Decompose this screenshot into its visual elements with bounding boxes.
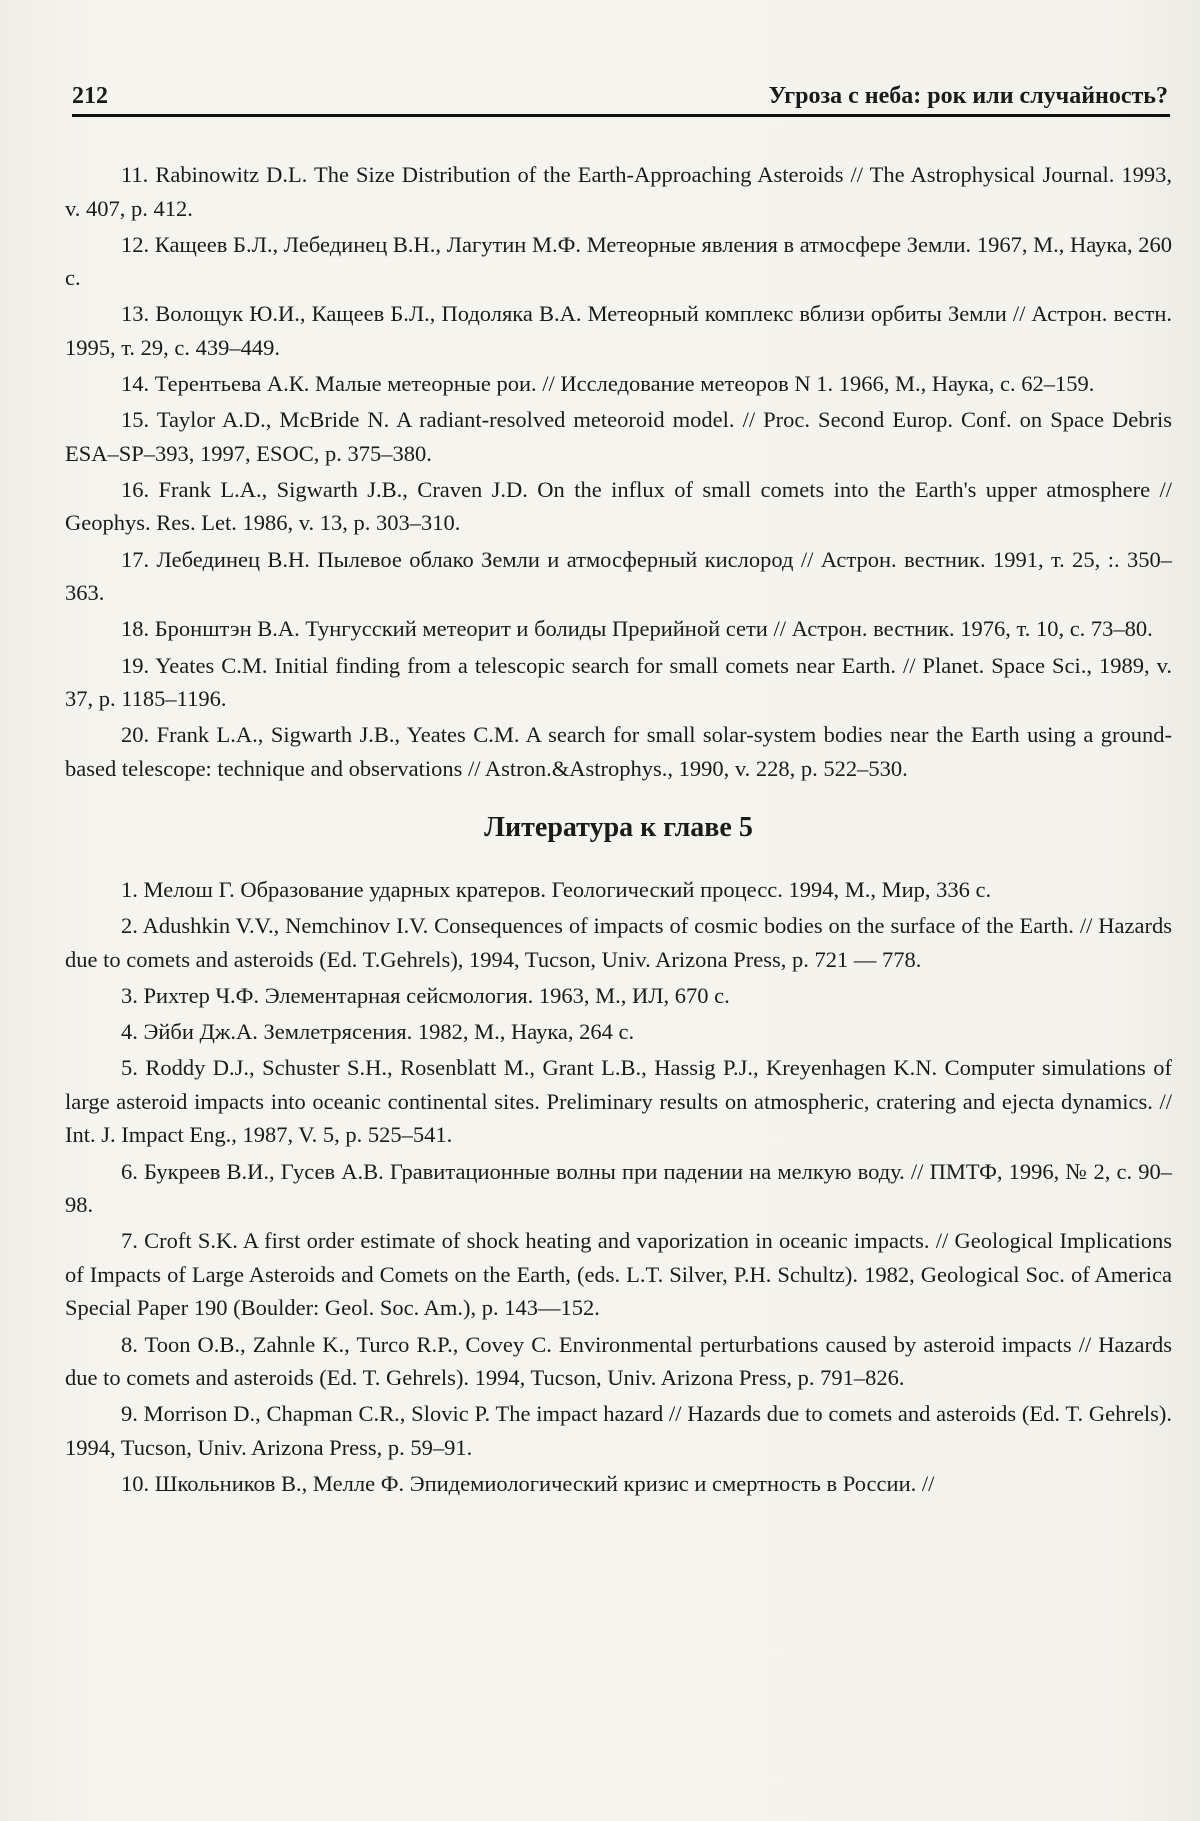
reference-entry: 4. Эйби Дж.А. Землетрясения. 1982, М., Наука, 264 с.	[121, 1019, 635, 1045]
reference-entry: 10. Школьников В., Мелле Ф. Эпидемиологический кризис и смертность в России. //	[121, 1470, 935, 1496]
reference-entry: 2. Adushkin V.V., Nemchinov I.V. Consequences of impacts of cosmic bodies on the surface of the Earth. // Hazards due to comets and asteroids (Ed. T.Gehrels), 1994, Tucson, Univ. Arizona Press, p. 721 — 778.	[65, 913, 1172, 972]
reference-entry: 13. Волощук Ю.И., Кащеев Б.Л., Подоляка В.А. Метеорный комплекс вблизи орбиты Земли // Астрон. вестн. 1995, т. 29, с. 439–449.	[65, 301, 1172, 360]
reference-entry: 8. Toon O.B., Zahnle K., Turco R.P., Covey C. Environmental perturbations caused by asteroid impacts // Hazards due to comets and asteroids (Ed. T. Gehrels). 1994, Tucson, Univ. Arizona Press, p. 791–826.	[65, 1331, 1172, 1390]
page-content	[65, 158, 1172, 1503]
reference-entry: 20. Frank L.A., Sigwarth J.B., Yeates C.M. A search for small solar-system bodies near the Earth using a ground-based telescope: technique and observations // Astron.&Astrophys., 1990, v. 228, p. 522–530.	[65, 722, 1172, 781]
reference-list-chapter-5	[65, 873, 1172, 1500]
reference-entry: 16. Frank L.A., Sigwarth J.B., Craven J.D. On the influx of small comets into the Earth's upper atmosphere // Geophys. Res. Let. 1986, v. 13, p. 303–310.	[65, 476, 1172, 536]
reference-entry: 18. Бронштэн В.А. Тунгусский метеорит и болиды Прерийной сети // Астрон. вестник. 1976, т. 10, с. 73–80.	[121, 616, 1153, 642]
reference-list-top	[65, 158, 1172, 785]
reference-entry: 9. Morrison D., Chapman C.R., Slovic P. The impact hazard // Hazards due to comets and asteroids (Ed. T. Gehrels). 1994, Tucson, Univ. Arizona Press, p. 59–91.	[65, 1401, 1172, 1460]
reference-entry: 3. Рихтер Ч.Ф. Элементарная сейсмология. 1963, М., ИЛ, 670 с.	[121, 983, 730, 1009]
section-heading: Литература к главе 5	[484, 812, 753, 844]
reference-entry: 17. Лебединец В.Н. Пылевое облако Земли и атмосферный кислород // Астрон. вестник. 1991, т. 25, :. 350–363.	[65, 546, 1172, 606]
reference-entry: 15. Taylor A.D., McBride N. A radiant-resolved meteoroid model. // Proc. Second Europ. Conf. on Space Debris ESA–SP–393, 1997, ESOC, p. 375–380.	[65, 407, 1172, 466]
reference-entry: 12. Кащеев Б.Л., Лебединец В.Н., Лагутин М.Ф. Метеорные явления в атмосфере Земли. 1967, М., Наука, 260 с.	[65, 231, 1172, 291]
reference-entry: 14. Терентьева А.К. Малые метеорные рои. // Исследование метеоров N 1. 1966, М., Наука, с. 62–159.	[121, 371, 1095, 397]
reference-entry: 1. Мелош Г. Образование ударных кратеров. Геологический процесс. 1994, М., Мир, 336 с.	[121, 877, 992, 903]
reference-entry: 7. Croft S.K. A first order estimate of shock heating and vaporization in oceanic impacts. // Geological Implications of Impacts of Large Asteroids and Comets on the Earth, (eds. L.T. Silver, P.H. Schultz). 1982, Geological Soc. of America Special Paper 190 (Boulder: Geol. Soc. Am.), p. 143—152.	[65, 1228, 1172, 1321]
reference-entry: 19. Yeates C.M. Initial finding from a telescopic search for small comets near Earth. // Planet. Space Sci., 1989, v. 37, p. 1185–1196.	[65, 652, 1172, 711]
running-title: Угроза с неба: рок или случайность?	[768, 83, 1168, 109]
page-number: 212	[72, 83, 108, 109]
header-rule	[72, 114, 1170, 117]
reference-entry: 5. Roddy D.J., Schuster S.H., Rosenblatt M., Grant L.B., Hassig P.J., Kreyenhagen K.N. Computer simulations of large asteroid impacts into oceanic continental sites. Preliminary results on atmospheric, cratering and ejecta dynamics. // Int. J. Impact Eng., 1987, V. 5, p. 525–541.	[65, 1055, 1172, 1148]
reference-entry: 6. Букреев В.И., Гусев А.В. Гравитационные волны при падении на мелкую воду. // ПМТФ, 1996, № 2, с. 90–98.	[65, 1158, 1172, 1218]
reference-entry: 11. Rabinowitz D.L. The Size Distribution of the Earth-Approaching Asteroids // The Astrophysical Journal. 1993, v. 407, p. 412.	[65, 162, 1172, 221]
page-header	[72, 70, 1168, 110]
